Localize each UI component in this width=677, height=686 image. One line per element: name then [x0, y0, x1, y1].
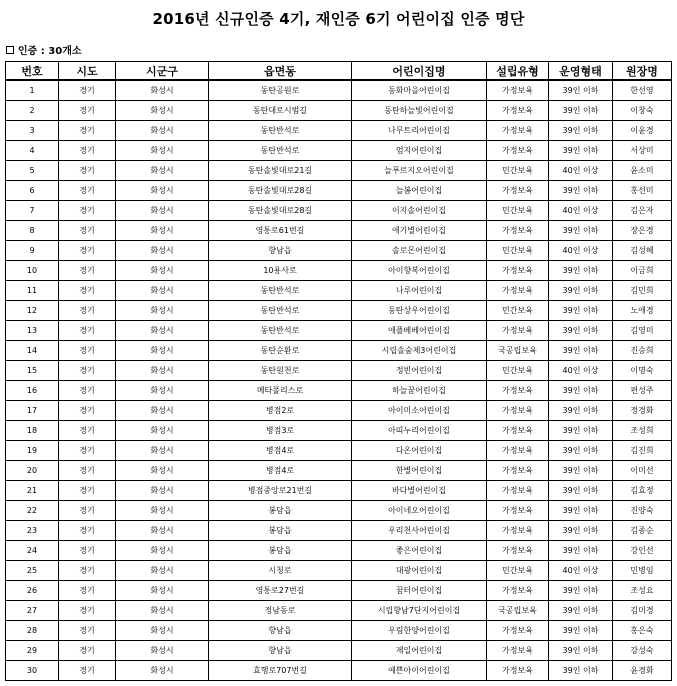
cell-province: 경기: [59, 301, 116, 321]
cell-province: 경기: [59, 481, 116, 501]
cell-province: 경기: [59, 361, 116, 381]
cell-number: 24: [6, 541, 59, 561]
cell-daycare-name: 우리천사어린이집: [352, 521, 487, 541]
table-row: [6, 621, 672, 641]
cell-operation-type: 39인 이하: [549, 441, 613, 461]
cell-director-name: 조성희: [613, 421, 672, 441]
cell-daycare-name: 좋은어린이집: [352, 541, 487, 561]
cell-operation-type: 39인 이하: [549, 421, 613, 441]
cell-city: 화성시: [116, 441, 209, 461]
cell-district: 동탄반석로: [209, 141, 352, 161]
cell-province: 경기: [59, 661, 116, 681]
cell-province: 경기: [59, 201, 116, 221]
cell-city: 화성시: [116, 301, 209, 321]
cell-director-name: 이금희: [613, 261, 672, 281]
table-row: [6, 501, 672, 521]
cell-city: 화성시: [116, 341, 209, 361]
cell-establishment-type: 가정보육: [487, 541, 549, 561]
cell-daycare-name: 대광어린이집: [352, 561, 487, 581]
cell-establishment-type: 가정보육: [487, 141, 549, 161]
cell-number: 25: [6, 561, 59, 581]
cell-number: 21: [6, 481, 59, 501]
cell-operation-type: 40인 이상: [549, 241, 613, 261]
cell-daycare-name: 동화마을어린이집: [352, 80, 487, 101]
cell-number: 15: [6, 361, 59, 381]
cell-district: 10용사로: [209, 261, 352, 281]
cell-operation-type: 40인 이상: [549, 361, 613, 381]
cell-city: 화성시: [116, 621, 209, 641]
cell-number: 5: [6, 161, 59, 181]
cell-province: 경기: [59, 121, 116, 141]
cell-number: 29: [6, 641, 59, 661]
table-row: [6, 541, 672, 561]
cell-district: 시청로: [209, 561, 352, 581]
cell-district: 봉담읍: [209, 541, 352, 561]
cell-director-name: 강인선: [613, 541, 672, 561]
cell-city: 화성시: [116, 381, 209, 401]
table-row: [6, 401, 672, 421]
cell-number: 2: [6, 101, 59, 121]
cell-district: 동탄솔빛대로28길: [209, 201, 352, 221]
cell-province: 경기: [59, 641, 116, 661]
cell-daycare-name: 시립향남7단지어린이집: [352, 601, 487, 621]
cell-city: 화성시: [116, 121, 209, 141]
cell-director-name: 김성혜: [613, 241, 672, 261]
cell-establishment-type: 가정보육: [487, 661, 549, 681]
cell-city: 화성시: [116, 601, 209, 621]
cell-district: 향남읍: [209, 641, 352, 661]
cell-number: 4: [6, 141, 59, 161]
cell-daycare-name: 우림한양어린이집: [352, 621, 487, 641]
cell-city: 화성시: [116, 241, 209, 261]
cell-province: 경기: [59, 401, 116, 421]
table-row: [6, 221, 672, 241]
cell-operation-type: 39인 이하: [549, 621, 613, 641]
cell-director-name: 홍은숙: [613, 621, 672, 641]
cell-daycare-name: 다온어린이집: [352, 441, 487, 461]
cell-number: 16: [6, 381, 59, 401]
table-row: [6, 461, 672, 481]
cell-operation-type: 40인 이상: [549, 161, 613, 181]
cell-district: 동탄반석로: [209, 121, 352, 141]
cell-director-name: 김효정: [613, 481, 672, 501]
cell-district: 동탄원천로: [209, 361, 352, 381]
cell-establishment-type: 가정보육: [487, 401, 549, 421]
table-row: [6, 121, 672, 141]
cell-director-name: 김미경: [613, 601, 672, 621]
cell-city: 화성시: [116, 661, 209, 681]
cell-number: 10: [6, 261, 59, 281]
cell-operation-type: 39인 이하: [549, 601, 613, 621]
column-header-director-name: 원장명: [613, 62, 672, 81]
column-header-operation-type: 운영형태: [549, 62, 613, 81]
table-row: [6, 261, 672, 281]
cell-operation-type: 40인 이상: [549, 201, 613, 221]
table-row: [6, 301, 672, 321]
cell-operation-type: 39인 이하: [549, 281, 613, 301]
cell-district: 동탄솔빛대로21길: [209, 161, 352, 181]
cell-province: 경기: [59, 581, 116, 601]
table-row: [6, 181, 672, 201]
cell-province: 경기: [59, 341, 116, 361]
cell-province: 경기: [59, 521, 116, 541]
column-header-daycare-name: 어린이집명: [352, 62, 487, 81]
cell-daycare-name: 아이향복어린이집: [352, 261, 487, 281]
cell-director-name: 이명숙: [613, 361, 672, 381]
cell-district: 병점4로: [209, 461, 352, 481]
cell-province: 경기: [59, 80, 116, 101]
cell-daycare-name: 꿈터어린이집: [352, 581, 487, 601]
cell-operation-type: 39인 이하: [549, 121, 613, 141]
cell-city: 화성시: [116, 361, 209, 381]
cell-number: 20: [6, 461, 59, 481]
cell-director-name: 조성요: [613, 581, 672, 601]
cell-director-name: 김영미: [613, 321, 672, 341]
cell-province: 경기: [59, 381, 116, 401]
cell-province: 경기: [59, 101, 116, 121]
cell-city: 화성시: [116, 641, 209, 661]
cell-number: 12: [6, 301, 59, 321]
cell-city: 화성시: [116, 421, 209, 441]
summary-line: [6, 42, 82, 57]
cell-director-name: 노애경: [613, 301, 672, 321]
cell-district: 동탄반석로: [209, 321, 352, 341]
cell-district: 정남동로: [209, 601, 352, 621]
cell-daycare-name: 나무트리어린이집: [352, 121, 487, 141]
cell-province: 경기: [59, 601, 116, 621]
cell-number: 11: [6, 281, 59, 301]
cell-city: 화성시: [116, 521, 209, 541]
cell-operation-type: 39인 이하: [549, 401, 613, 421]
cell-number: 22: [6, 501, 59, 521]
cell-daycare-name: 하늘꿈어린이집: [352, 381, 487, 401]
cell-city: 화성시: [116, 201, 209, 221]
cell-number: 28: [6, 621, 59, 641]
cell-daycare-name: 나루어린이집: [352, 281, 487, 301]
cell-district: 동탄반석로: [209, 301, 352, 321]
cell-daycare-name: 아띠누리어린이집: [352, 421, 487, 441]
cell-operation-type: 39인 이하: [549, 581, 613, 601]
summary-text: 인증 : 30개소: [18, 46, 82, 57]
cell-city: 화성시: [116, 141, 209, 161]
cell-district: 병점4로: [209, 441, 352, 461]
cell-district: 동탄공원로: [209, 80, 352, 101]
table-row: [6, 161, 672, 181]
cell-establishment-type: 민간보육: [487, 201, 549, 221]
cell-district: 봉담읍: [209, 521, 352, 541]
cell-establishment-type: 가정보육: [487, 481, 549, 501]
cell-province: 경기: [59, 561, 116, 581]
cell-operation-type: 39인 이하: [549, 101, 613, 121]
cell-city: 화성시: [116, 181, 209, 201]
cell-district: 영통로61번길: [209, 221, 352, 241]
table-row: [6, 201, 672, 221]
cell-director-name: 김민희: [613, 281, 672, 301]
table-row: [6, 641, 672, 661]
cell-establishment-type: 가정보육: [487, 121, 549, 141]
cell-city: 화성시: [116, 80, 209, 101]
cell-district: 병점3로: [209, 421, 352, 441]
cell-province: 경기: [59, 461, 116, 481]
page-title: 2016년 신규인증 4기, 재인증 6기 어린이집 인증 명단: [152, 10, 525, 28]
table-row: [6, 361, 672, 381]
cell-city: 화성시: [116, 321, 209, 341]
cell-district: 봉담읍: [209, 501, 352, 521]
cell-number: 18: [6, 421, 59, 441]
cell-province: 경기: [59, 321, 116, 341]
cell-daycare-name: 엄지어린이집: [352, 141, 487, 161]
cell-director-name: 이윤경: [613, 121, 672, 141]
cell-director-name: 서상미: [613, 141, 672, 161]
cell-daycare-name: 시립솔숲제3어린이집: [352, 341, 487, 361]
cell-number: 9: [6, 241, 59, 261]
cell-number: 19: [6, 441, 59, 461]
cell-district: 병점중앙로21번길: [209, 481, 352, 501]
cell-establishment-type: 민간보육: [487, 241, 549, 261]
cell-establishment-type: 민간보육: [487, 301, 549, 321]
cell-province: 경기: [59, 141, 116, 161]
cell-operation-type: 39인 이하: [549, 321, 613, 341]
column-header-number: 번호: [6, 62, 59, 81]
cell-daycare-name: 바다별어린이집: [352, 481, 487, 501]
column-header-province: 시도: [59, 62, 116, 81]
cell-operation-type: 39인 이하: [549, 501, 613, 521]
cell-director-name: 김진희: [613, 441, 672, 461]
cell-district: 동탄솔빛대로28길: [209, 181, 352, 201]
cell-establishment-type: 민간보육: [487, 561, 549, 581]
cell-director-name: 김종순: [613, 521, 672, 541]
table-row: [6, 601, 672, 621]
cell-establishment-type: 가정보육: [487, 181, 549, 201]
cell-daycare-name: 이지솔어린이집: [352, 201, 487, 221]
cell-establishment-type: 가정보육: [487, 321, 549, 341]
table-row: [6, 80, 672, 101]
cell-city: 화성시: [116, 401, 209, 421]
cell-director-name: 진양숙: [613, 501, 672, 521]
cell-daycare-name: 동탄하늘빛어린이집: [352, 101, 487, 121]
cell-province: 경기: [59, 441, 116, 461]
column-header-district: 읍면동: [209, 62, 352, 81]
cell-establishment-type: 가정보육: [487, 461, 549, 481]
table-row: [6, 581, 672, 601]
cell-establishment-type: 가정보육: [487, 261, 549, 281]
cell-district: 효행로707번길: [209, 661, 352, 681]
cell-city: 화성시: [116, 281, 209, 301]
cell-operation-type: 39인 이하: [549, 521, 613, 541]
cell-number: 13: [6, 321, 59, 341]
cell-daycare-name: 솔로몬어린이집: [352, 241, 487, 261]
column-header-establishment-type: 설립유형: [487, 62, 549, 81]
cell-number: 30: [6, 661, 59, 681]
cell-director-name: 홍선미: [613, 181, 672, 201]
checkbox-square-icon: [6, 46, 14, 54]
cell-province: 경기: [59, 161, 116, 181]
table-row: [6, 341, 672, 361]
cell-district: 영통로27번길: [209, 581, 352, 601]
cell-number: 1: [6, 80, 59, 101]
cell-number: 26: [6, 581, 59, 601]
cell-city: 화성시: [116, 261, 209, 281]
table-row: [6, 421, 672, 441]
cell-district: 메타폴리스로: [209, 381, 352, 401]
cell-director-name: 김은자: [613, 201, 672, 221]
cell-director-name: 윤경화: [613, 661, 672, 681]
cell-establishment-type: 가정보육: [487, 101, 549, 121]
cell-operation-type: 39인 이하: [549, 141, 613, 161]
cell-establishment-type: 가정보육: [487, 281, 549, 301]
cell-operation-type: 39인 이하: [549, 541, 613, 561]
cell-district: 동탄순환로: [209, 341, 352, 361]
table-row: [6, 381, 672, 401]
cell-province: 경기: [59, 621, 116, 641]
cell-establishment-type: 가정보육: [487, 501, 549, 521]
cell-director-name: 장은경: [613, 221, 672, 241]
cell-operation-type: 39인 이하: [549, 181, 613, 201]
cell-establishment-type: 가정보육: [487, 421, 549, 441]
certification-table: [5, 61, 672, 681]
cell-province: 경기: [59, 221, 116, 241]
cell-district: 병점2로: [209, 401, 352, 421]
cell-director-name: 편성주: [613, 381, 672, 401]
cell-operation-type: 39인 이하: [549, 641, 613, 661]
cell-establishment-type: 민간보육: [487, 361, 549, 381]
cell-number: 23: [6, 521, 59, 541]
table-row: [6, 101, 672, 121]
cell-number: 3: [6, 121, 59, 141]
table-row: [6, 281, 672, 301]
cell-establishment-type: 가정보육: [487, 621, 549, 641]
cell-city: 화성시: [116, 461, 209, 481]
cell-establishment-type: 가정보육: [487, 80, 549, 101]
cell-city: 화성시: [116, 581, 209, 601]
cell-daycare-name: 늘푸르지오어린이집: [352, 161, 487, 181]
cell-establishment-type: 국공립보육: [487, 341, 549, 361]
cell-district: 동탄대로시범길: [209, 101, 352, 121]
cell-establishment-type: 가정보육: [487, 381, 549, 401]
cell-daycare-name: 아이미소어린이집: [352, 401, 487, 421]
cell-director-name: 정경화: [613, 401, 672, 421]
cell-province: 경기: [59, 181, 116, 201]
cell-number: 17: [6, 401, 59, 421]
cell-number: 6: [6, 181, 59, 201]
cell-province: 경기: [59, 281, 116, 301]
cell-city: 화성시: [116, 561, 209, 581]
cell-daycare-name: 예쁜아이어린이집: [352, 661, 487, 681]
cell-director-name: 이미선: [613, 461, 672, 481]
cell-province: 경기: [59, 261, 116, 281]
cell-operation-type: 40인 이상: [549, 561, 613, 581]
cell-number: 27: [6, 601, 59, 621]
cell-director-name: 윤소미: [613, 161, 672, 181]
column-header-city: 시군구: [116, 62, 209, 81]
table-row: [6, 241, 672, 261]
cell-province: 경기: [59, 241, 116, 261]
cell-daycare-name: 정빈어린이집: [352, 361, 487, 381]
cell-city: 화성시: [116, 101, 209, 121]
table-header-row: [6, 62, 672, 81]
cell-director-name: 강성숙: [613, 641, 672, 661]
cell-establishment-type: 가정보육: [487, 521, 549, 541]
cell-operation-type: 39인 이하: [549, 461, 613, 481]
cell-daycare-name: 애기별어린이집: [352, 221, 487, 241]
cell-operation-type: 39인 이하: [549, 661, 613, 681]
cell-number: 7: [6, 201, 59, 221]
table-row: [6, 521, 672, 541]
table-row: [6, 441, 672, 461]
cell-establishment-type: 가정보육: [487, 221, 549, 241]
cell-establishment-type: 가정보육: [487, 441, 549, 461]
cell-daycare-name: 늘봄어린이집: [352, 181, 487, 201]
cell-operation-type: 39인 이하: [549, 301, 613, 321]
cell-operation-type: 39인 이하: [549, 341, 613, 361]
cell-establishment-type: 가정보육: [487, 581, 549, 601]
cell-establishment-type: 국공립보육: [487, 601, 549, 621]
cell-operation-type: 39인 이하: [549, 221, 613, 241]
cell-city: 화성시: [116, 481, 209, 501]
cell-operation-type: 39인 이하: [549, 80, 613, 101]
table-row: [6, 561, 672, 581]
cell-operation-type: 39인 이하: [549, 481, 613, 501]
cell-establishment-type: 가정보육: [487, 641, 549, 661]
cell-district: 향남읍: [209, 621, 352, 641]
cell-director-name: 진승희: [613, 341, 672, 361]
table-row: [6, 141, 672, 161]
cell-city: 화성시: [116, 221, 209, 241]
cell-establishment-type: 민간보육: [487, 161, 549, 181]
cell-city: 화성시: [116, 541, 209, 561]
cell-daycare-name: 애플베베어린이집: [352, 321, 487, 341]
table-row: [6, 481, 672, 501]
table-row: [6, 321, 672, 341]
cell-number: 14: [6, 341, 59, 361]
cell-operation-type: 39인 이하: [549, 261, 613, 281]
cell-city: 화성시: [116, 161, 209, 181]
cell-province: 경기: [59, 541, 116, 561]
cell-number: 8: [6, 221, 59, 241]
cell-city: 화성시: [116, 501, 209, 521]
cell-province: 경기: [59, 421, 116, 441]
cell-province: 경기: [59, 501, 116, 521]
cell-daycare-name: 아이네오어린이집: [352, 501, 487, 521]
table-body: [6, 80, 672, 681]
cell-daycare-name: 제일어린이집: [352, 641, 487, 661]
cell-district: 향남읍: [209, 241, 352, 261]
cell-daycare-name: 한별어린이집: [352, 461, 487, 481]
cell-district: 동탄반석로: [209, 281, 352, 301]
cell-director-name: 한선영: [613, 80, 672, 101]
cell-daycare-name: 동탄상우어린이집: [352, 301, 487, 321]
cell-operation-type: 39인 이하: [549, 381, 613, 401]
table-row: [6, 661, 672, 681]
cell-director-name: 이창숙: [613, 101, 672, 121]
cell-director-name: 민병임: [613, 561, 672, 581]
